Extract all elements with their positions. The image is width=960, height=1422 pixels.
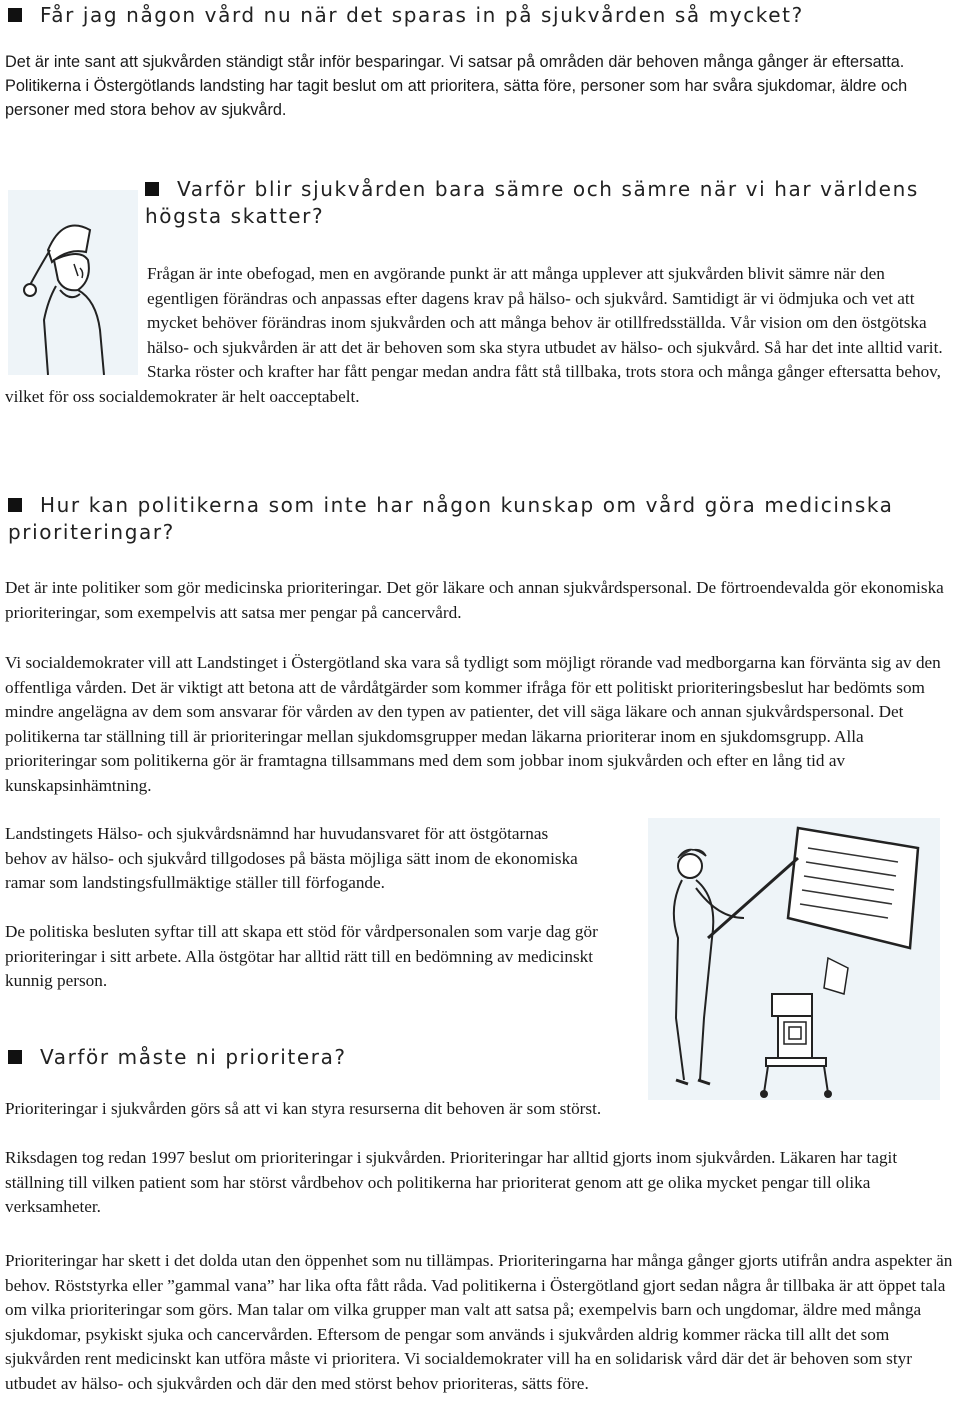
question-heading-1 — [8, 2, 948, 29]
bullet-square-icon — [8, 8, 22, 22]
answer-paragraph-4b: Riksdagen tog redan 1997 beslut om prioriteringar i sjukvården. Prioriteringar har alltid gjorts inom sjukvården. Läkaren har tagit ställning till vilken patient som har störst vårdbehov och politikerna har prioriterat genom att ge olika mycket pengar till olika verksamheter. — [5, 1148, 898, 1217]
bullet-square-icon — [8, 498, 22, 512]
answer-block-2 — [5, 262, 950, 410]
question-heading-3 — [8, 492, 948, 546]
bullet-square-icon — [145, 182, 159, 196]
answer-paragraph-3b: Vi socialdemokrater vill att Landstinget i Östergötland ska vara så tydligt som möjligt rörande vad medborgarna kan förvänta sig av den offentliga vården. Det är viktigt att betona att de vårdåtgärder som kommer ifråga för ett politiskt prioriteringsbeslut har bedömts som mindre angelägna av dem som ansvarar för vården av den typen av patienter, det vill säga läkare och annan sjukvårdspersonal. Det politikerna tar ställning till är prioriteringar mellan sjukdomsgrupper medan läkarna prioriterar inom en sjukdomsgrupp. Alla prioriteringar som politikerna gör är framtagna tillsammans med dem som jobbar inom sjukvården och efter en lång tid av kunskapsinhämtning. — [5, 653, 941, 795]
text-wrap-spacer — [5, 262, 147, 377]
question-heading-4 — [8, 1044, 948, 1071]
question-3-text: Hur kan politikerna som inte har någon kunskap om vård göra medicinska prioriteringar? — [8, 493, 894, 544]
answer-paragraph-4a: Prioriteringar i sjukvården görs så att vi kan styra resurserna dit behoven är som störst. — [5, 1099, 602, 1118]
answer-paragraph-3c: Landstingets Hälso- och sjukvårdsnämnd har huvudansvaret för att östgötarnas behov av hälso- och sjukvård tillgodoses på bästa möjliga sätt inom de ekonomiska ramar som landstingsfullmäktige ställer till förfogande. — [5, 824, 578, 893]
bullet-square-icon — [8, 1050, 22, 1064]
answer-paragraph-2: Frågan är inte obefogad, men en avgörande punkt är att många upplever att sjukvården blivit sämre när den egentligen förändras och anpassas efter dagens krav på hälso- och sjukvård. Samtidigt är vi ödmjuka och vet att mycket behöver förändras inom sjukvården och att många behov är otillfredsställda. Vår vision om den östgötska hälso- och sjukvården är att det är behoven som ska styra utbudet av hälso- och sjukvård. Så har det inte alltid varit. Starka röster och krafter har fått pengar medan andra fått stå tillbaka, trots stora och många gånger eftersatta behov, vilket för oss socialdemokrater är helt oacceptabelt. — [5, 264, 943, 406]
question-1-text: Får jag någon vård nu när det sparas in på sjukvården så mycket? — [40, 3, 804, 27]
answer-paragraph-3d: De politiska besluten syftar till att skapa ett stöd för vårdpersonalen som varje dag gör prioriteringar i sitt arbete. Alla östgötar har alltid rätt till en bedömning av medicinskt kunnig person. — [5, 922, 598, 991]
answer-paragraph-3a: Det är inte politiker som gör medicinska prioriteringar. Det gör läkare och annan sjukvårdspersonal. De förtroendevalda gör ekonomiska prioriteringar, som exempelvis att satsa mer pengar på cancervård. — [5, 578, 944, 622]
question-heading-2 — [145, 176, 955, 230]
answer-paragraph-4c: Prioriteringar har skett i det dolda utan den öppenhet som nu tillämpas. Prioriteringarna har många gånger gjorts utifrån andra aspekter än behov. Röststyrka eller ”gammal vana” har lika ofta fått råda. Vad politikerna i Östergötland gjort sedan några år tillbaka är att öppet tala om vilka prioriteringar som görs. Man talar om vilka grupper man valt att satsa på; exempelvis barn och ungdomar, äldre med många sjukdomar, psykiskt sjuka och cancervården. Eftersom de pengar som används i sjukvården aldrig kommer räcka till allt det som sjukvården rent medicinskt kan utföra måste vi prioritera. Vi socialdemokrater vill ha en solidarisk vård där det är behoven som styr utbudet av hälso- och sjukvården och där den med störst behov prioriteras, sätts före. — [5, 1251, 953, 1393]
answer-paragraph-1: Det är inte sant att sjukvården ständigt står inför besparingar. Vi satsar på områden där behoven många gånger är eftersatta. Politikerna i Östergötlands landsting har tagit beslut om att prioritera, sätta före, personer som har svåra sjukdomar, äldre och personer med stora behov av sjukvård. — [5, 53, 908, 119]
question-2-text: Varför blir sjukvården bara sämre och sämre när vi har världens högsta skatter? — [145, 177, 919, 228]
question-4-text: Varför måste ni prioritera? — [40, 1045, 347, 1069]
